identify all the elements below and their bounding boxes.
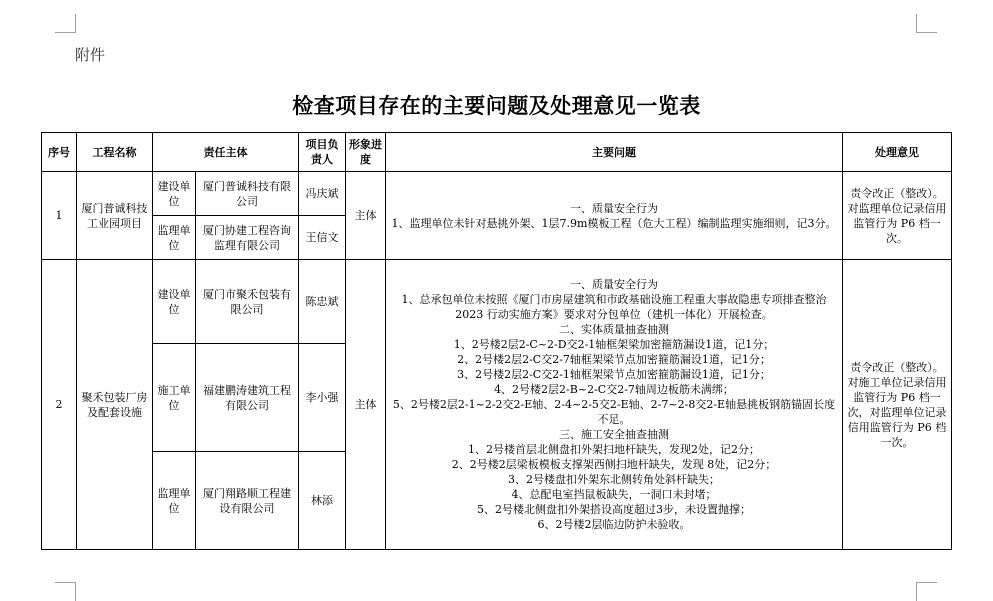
entity-role: 监理单位 — [153, 216, 196, 260]
entity-manager: 李小强 — [299, 344, 346, 452]
entity-company: 厦门翔路顺工程建设有限公司 — [196, 452, 299, 550]
row-number: 2 — [42, 260, 77, 550]
issues-cell — [386, 172, 843, 260]
entity-company: 厦门协建工程咨询监理有限公司 — [196, 216, 299, 260]
header-issues: 主要问题 — [386, 133, 843, 172]
issue-line: 1、2号楼首层北侧盘扣外架扫地杆缺失，发现2处，记2分； — [468, 443, 760, 456]
issue-line: 一、质量安全行为 — [570, 201, 658, 215]
project-name: 厦门普诚科技工业园项目 — [77, 172, 153, 260]
entity-role: 施工单位 — [153, 344, 196, 452]
progress-form: 主体 — [346, 260, 386, 550]
issue-line: 三、施工安全抽查抽测 — [559, 428, 669, 441]
entity-manager: 冯庆斌 — [299, 172, 346, 216]
issue-line: 6、2号楼2层临边防护未验收。 — [537, 518, 691, 531]
document-title: 检查项目存在的主要问题及处理意见一览表 — [292, 93, 701, 118]
issue-line: 3、2号楼盘扣外架东北侧转角处斜杆缺失； — [508, 473, 720, 486]
header-responsible: 责任主体 — [153, 133, 299, 172]
issues-table — [41, 132, 952, 550]
table-row — [42, 260, 952, 344]
entity-company: 福建鹏涛建筑工程有限公司 — [196, 344, 299, 452]
crop-mark-top-right — [916, 14, 937, 33]
table-row — [42, 172, 952, 216]
crop-mark-top-left — [55, 14, 76, 33]
issue-line: 2、2号楼2层2-C交2-7轴框架梁节点加密箍筋漏设1道，记1分； — [457, 353, 771, 366]
issues-cell — [386, 260, 843, 550]
entity-manager: 陈忠斌 — [299, 260, 346, 344]
issue-line: 4、2号楼2层2-B~2-C交2-7轴周边板筋未满绑； — [494, 383, 734, 396]
issue-line: 2、2号楼2层梁板模板支撑架西侧扫地杆缺失，发现 8处，记2分； — [451, 458, 777, 471]
opinion-cell: 责令改正（整改）。对监理单位记录信用监管行为 P6 档一次。 — [843, 172, 952, 260]
crop-mark-bottom-right — [916, 582, 937, 601]
issue-line: 1、2号楼2层2-C~2-D交2-1轴框架梁加密箍筋漏设1道，记1分； — [453, 338, 775, 351]
project-name: 聚禾包装厂房及配套设施 — [77, 260, 153, 550]
issue-line: 二、实体质量抽查抽测 — [559, 323, 669, 336]
entity-role: 建设单位 — [153, 172, 196, 216]
progress-form: 主体 — [346, 172, 386, 260]
header-manager: 项目负责人 — [299, 133, 346, 172]
entity-manager: 王信文 — [299, 216, 346, 260]
issue-line: 5、2号楼2层2-1~2-2交2-E轴、2-4~2-5交2-E轴、2-7~2-8交2-E轴悬挑板钢筋锚固长度不足。 — [392, 398, 836, 426]
entity-role: 监理单位 — [153, 452, 196, 550]
issue-line: 3、2号楼2层2-C交2-1轴框架梁节点加密箍筋漏设1道，记1分； — [457, 368, 771, 381]
header-opinion: 处理意见 — [843, 133, 952, 172]
issue-line: 1、总承包单位未按照《厦门市房屋建筑和市政基础设施工程重大事故隐患专项排查整治 2023 行动实施方案》要求对分包单位（建机一体化）开展检查。 — [401, 293, 827, 321]
issue-line: 4、总配电室挡鼠板缺失，一洞口未封堵； — [511, 488, 717, 501]
entity-company: 厦门普诚科技有限公司 — [196, 172, 299, 216]
crop-mark-bottom-left — [55, 582, 76, 601]
entity-manager: 林添 — [299, 452, 346, 550]
header-row — [42, 133, 952, 172]
header-no: 序号 — [42, 133, 77, 172]
header-project: 工程名称 — [77, 133, 153, 172]
issue-line: 5、2号楼北侧盘扣外架搭设高度超过3步，未设置抛撑； — [477, 503, 751, 516]
header-form: 形象进度 — [346, 133, 386, 172]
entity-company: 厦门市聚禾包装有限公司 — [196, 260, 299, 344]
issue-line: 一、质量安全行为 — [570, 278, 658, 291]
row-number: 1 — [42, 172, 77, 260]
entity-role: 建设单位 — [153, 260, 196, 344]
opinion-cell: 责令改正（整改）。对施工单位记录信用监管行为 P6 档一次，对监理单位记录信用监管行为 P6 档一次。 — [843, 260, 952, 550]
annex-label: 附件 — [75, 46, 106, 64]
issue-line: 1、监理单位未针对悬挑外架、1层7.9m模板工程（危大工程）编制监理实施细则，记3分。 — [391, 216, 837, 230]
